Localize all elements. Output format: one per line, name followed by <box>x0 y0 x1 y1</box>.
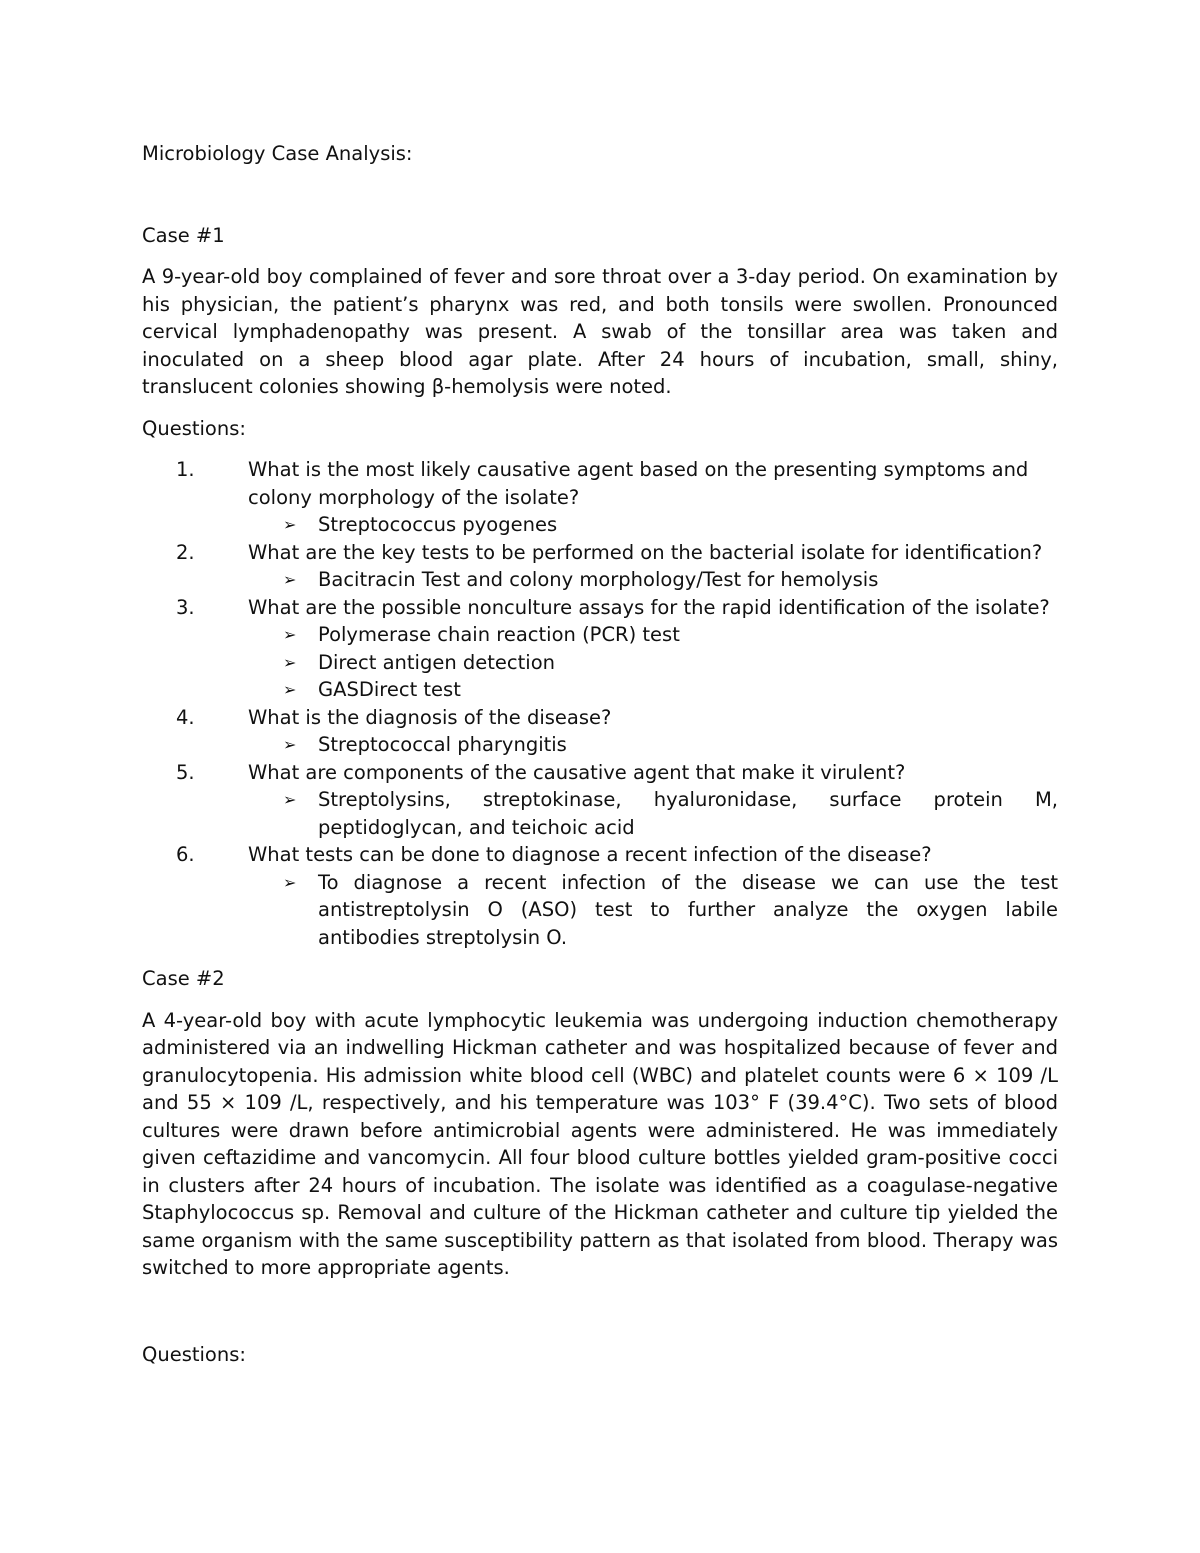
blank-gap <box>142 1296 1058 1341</box>
answer-item <box>248 621 1058 649</box>
document-page <box>142 140 1058 1382</box>
question-number: 6. <box>176 843 195 866</box>
answer-item <box>248 566 1058 594</box>
arrow-bullet-icon: ➢ <box>283 680 297 699</box>
question-number: 4. <box>176 705 195 729</box>
arrow-bullet-icon: ➢ <box>283 515 297 534</box>
question-item <box>142 841 1058 951</box>
arrow-bullet-icon: ➢ <box>283 625 297 644</box>
question-item <box>142 704 1058 759</box>
case1-paragraph: A 9-year-old boy complained of fever and sore throat over a 3-day period. On examination by his physician, the patient’s pharynx was red, and both tonsils were swollen. Pronounced cervical lymphadenopathy was present. A swab of the tonsillar area was taken and inoculated on a sheep blood agar plate. After 24 hours of incubation, small, shiny, translucent colonies showing β-hemolysis were noted. <box>142 265 1058 398</box>
answer-item <box>248 786 1058 841</box>
answer-item <box>248 511 1058 539</box>
answer-item <box>248 731 1058 759</box>
arrow-bullet-icon: ➢ <box>283 570 297 589</box>
case2-questions-label: Questions: <box>142 1342 246 1366</box>
question-text: What tests can be done to diagnose a recent infection of the disease? <box>248 843 932 866</box>
arrow-bullet-icon: ➢ <box>283 872 297 892</box>
answer-text: Bacitracin Test and colony morphology/Test for hemolysis <box>318 568 879 591</box>
arrow-bullet-icon: ➢ <box>283 652 297 672</box>
answer-text: Streptococcus pyogenes <box>318 513 558 536</box>
answer-list <box>248 786 1058 841</box>
question-item <box>142 759 1058 842</box>
question-number: 5. <box>176 760 195 784</box>
case1-question-list <box>142 456 1058 951</box>
answer-list <box>248 566 1058 594</box>
document-title: Microbiology Case Analysis: <box>142 142 413 165</box>
question-number: 1. <box>176 458 195 481</box>
arrow-bullet-icon: ➢ <box>283 735 297 754</box>
case2-paragraph: A 4-year-old boy with acute lymphocytic leukemia was undergoing induction chemotherapy administered via an indwelling Hickman catheter and was hospitalized because of fever and granulocytopenia. His admission white blood cell (WBC) and platelet counts were 6 × 109 /L and 55 × 109 /L, respectively, and his temperature was 103° F (39.4°C). Two sets of blood cultures were drawn before antimicrobial agents were administered. He was immediately given ceftazidime and vancomycin. All four blood culture bottles yielded gram-positive cocci in clusters after 24 hours of incubation. The isolate was identified as a coagulase-negative Staphylococcus sp. Removal and culture of the Hickman catheter and culture tip yielded the same organism with the same susceptibility pattern as that isolated from blood. Therapy was switched to more appropriate agents. <box>142 1008 1058 1279</box>
arrow-bullet-icon: ➢ <box>283 790 297 809</box>
answer-item <box>248 649 1058 677</box>
answer-text: To diagnose a recent infection of the disease we can use the test antistreptolysin O (ASO) test to further analyze the oxygen labile antibodies streptolysin O. <box>318 870 1058 949</box>
answer-text: Polymerase chain reaction (PCR) test <box>318 623 680 646</box>
question-text: What are the possible nonculture assays for the rapid identification of the isolate? <box>248 595 1050 619</box>
question-text: What is the diagnosis of the disease? <box>248 705 612 729</box>
case1-heading: Case #1 <box>142 223 225 247</box>
answer-text: Streptolysins, streptokinase, hyaluronidase, surface protein M, peptidoglycan, and teichoic acid <box>318 788 1058 839</box>
answer-list <box>248 511 1058 539</box>
answer-item <box>248 869 1058 952</box>
case1-questions-label: Questions: <box>142 416 246 440</box>
answer-text: Streptococcal pharyngitis <box>318 733 567 756</box>
answer-item <box>248 676 1058 704</box>
question-text: What are components of the causative agent that make it virulent? <box>248 760 906 784</box>
question-text: What are the key tests to be performed on the bacterial isolate for identification? <box>248 540 1043 564</box>
case2-heading: Case #2 <box>142 967 225 990</box>
question-item <box>142 539 1058 594</box>
question-number: 2. <box>176 540 195 564</box>
answer-list <box>248 731 1058 759</box>
answer-text: Direct antigen detection <box>318 650 555 674</box>
question-text: What is the most likely causative agent based on the presenting symptoms and colony morphology of the isolate? <box>248 458 1029 509</box>
answer-text: GASDirect test <box>318 678 461 701</box>
answer-list <box>248 869 1058 952</box>
question-item <box>142 456 1058 539</box>
question-number: 3. <box>176 595 195 619</box>
question-item <box>142 594 1058 704</box>
answer-list <box>248 621 1058 704</box>
